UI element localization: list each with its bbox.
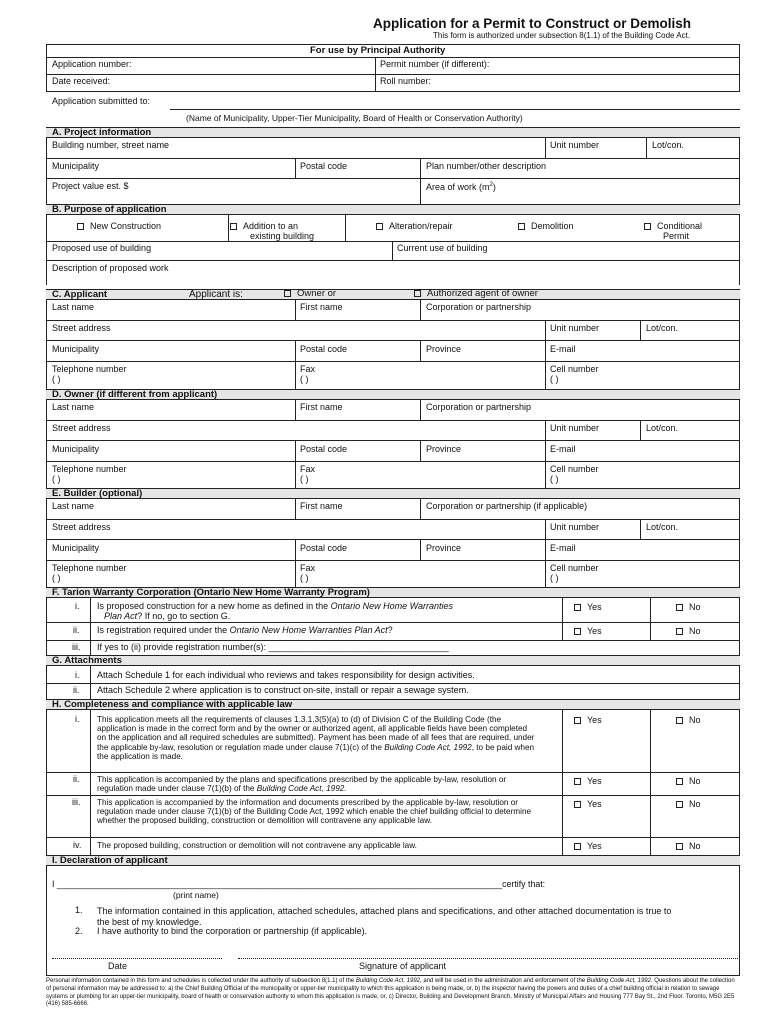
- g-i-marker: i.: [75, 670, 80, 680]
- owner-unit[interactable]: Unit number: [550, 423, 600, 433]
- h-iii-text: This application is accompanied by the information and documents prescribed by the applicable by-law, resolution or regulation made under clause 7(1)(b) of the Building Code Act, 1992 which enable the chief building official to determine whether the proposed building, construction or demolition will contravene any applicable law.: [97, 798, 532, 826]
- checkbox-icon: [574, 717, 581, 724]
- h-i-yes[interactable]: Yes: [574, 716, 602, 726]
- g-ii-marker: ii.: [73, 685, 80, 695]
- g-ii-text: Attach Schedule 2 where application is to construct on-site, install or repair a sewage system.: [97, 685, 469, 695]
- addition-option[interactable]: Addition to an: [230, 222, 298, 232]
- applicant-fax-paren: ( ): [300, 374, 309, 384]
- owner-first-name[interactable]: First name: [300, 402, 343, 412]
- checkbox-icon: [376, 223, 383, 230]
- demolition-option[interactable]: Demolition: [518, 222, 574, 232]
- authority-heading: For use by Principal Authority: [310, 45, 446, 56]
- f-ii-question: Is registration required under the Ontario New Home Warranties Plan Act?: [97, 625, 393, 635]
- builder-last-name[interactable]: Last name: [52, 501, 95, 511]
- h-ii-text: This application is accompanied by the plans and specifications prescribed by the applicable by-law, resolution or regulation made under clause 7(1)(b) of the Building Code Act, 1992.: [97, 775, 507, 794]
- section-b-header: B. Purpose of application: [46, 204, 740, 215]
- h-iv-no[interactable]: No: [676, 842, 701, 852]
- section-i-header: I. Declaration of applicant: [46, 855, 740, 866]
- application-number-field[interactable]: Application number:: [52, 59, 132, 69]
- section-e-header: E. Builder (optional): [46, 488, 740, 499]
- owner-cell[interactable]: Cell number: [550, 464, 599, 474]
- h-iii-no[interactable]: No: [676, 800, 701, 810]
- checkbox-icon: [676, 801, 683, 808]
- submitted-to-input[interactable]: [170, 109, 740, 110]
- checkbox-icon: [230, 223, 237, 230]
- applicant-cell-paren: ( ): [550, 374, 559, 384]
- builder-municipality[interactable]: Municipality: [52, 543, 100, 553]
- checkbox-icon: [676, 717, 683, 724]
- municipality-field[interactable]: Municipality: [52, 161, 100, 171]
- f-i-question: Is proposed construction for a new home as defined in the Ontario New Home Warranties: [97, 601, 454, 611]
- applicant-first-name[interactable]: First name: [300, 302, 343, 312]
- unit-number-field[interactable]: Unit number: [550, 140, 600, 150]
- submitted-to-label: Application submitted to:: [52, 96, 151, 106]
- applicant-telephone-paren: ( ): [52, 374, 61, 384]
- owner-cell-paren: ( ): [550, 474, 559, 484]
- applicant-cell[interactable]: Cell number: [550, 364, 599, 374]
- checkbox-icon: [77, 223, 84, 230]
- proposed-use-field[interactable]: Proposed use of building: [52, 243, 152, 253]
- checkbox-icon: [574, 843, 581, 850]
- f-i-yes[interactable]: Yes: [574, 603, 602, 613]
- privacy-notice: Personal information contained in this form and schedules is collected under the authority of subsection 8(1.1) of the Building Code Act, 1992, and will be used in the administration and enforcement of the Building Code Act, 1992. Questions about the collection of personal information may be addressed to: a) the Chief Building Official of the municipality or upper-tier municipality to which this application is being made, or, b) the inspector having the powers and duties of a chief building official in relation to sewage systems or plumbing for an upper-tier municipality, board of health or conservation authority to whom this application is made, or, c) Director, Building and Development Branch, Ministry of Municipal Affairs and Housing 777 Bay St., 2nd Floor. Toronto, M5G 2E5 (416) 585-6666.: [46, 978, 735, 1008]
- builder-telephone[interactable]: Telephone number: [52, 563, 127, 573]
- applicant-fax[interactable]: Fax: [300, 364, 316, 374]
- checkbox-icon: [676, 778, 683, 785]
- builder-unit[interactable]: Unit number: [550, 522, 600, 532]
- section-a-header: A. Project information: [46, 127, 740, 138]
- h-i-marker: i.: [75, 714, 80, 724]
- checkbox-icon: [676, 628, 683, 635]
- owner-lot[interactable]: Lot/con.: [646, 423, 679, 433]
- date-line[interactable]: [52, 958, 222, 959]
- owner-fax-paren: ( ): [300, 474, 309, 484]
- h-ii-marker: ii.: [73, 774, 80, 784]
- plan-number-field[interactable]: Plan number/other description: [426, 161, 547, 171]
- applicant-postal[interactable]: Postal code: [300, 344, 348, 354]
- h-i-text: This application meets all the requirements of clauses 1.3.1.3(5)(a) to (d) of Division C of the Building Code (the application is made in the correct form and by the owner or authorized agent, all applicable fields have been completed on the application and all required schedules are submitted). Payment has been made of all fees that are required, under the applicable by-law, resolution or regulation made under clause 7(1)(c) of the Building Code Act, 1992, to be paid when the application is made.: [97, 715, 535, 761]
- roll-number-field[interactable]: Roll number:: [380, 76, 432, 86]
- page-title: Application for a Permit to Construct or Demolish: [373, 16, 692, 31]
- applicant-province[interactable]: Province: [426, 344, 462, 354]
- checkbox-icon: [414, 290, 421, 297]
- builder-cell-paren: ( ): [550, 573, 559, 583]
- checkbox-icon: [676, 843, 683, 850]
- alteration-option[interactable]: Alteration/repair: [376, 222, 453, 232]
- applicant-corporation[interactable]: Corporation or partnership: [426, 302, 532, 312]
- f-i-question-line2: Plan Act? If no, go to section G.: [104, 611, 231, 621]
- applicant-street[interactable]: Street address: [52, 323, 111, 333]
- builder-fax-paren: ( ): [300, 573, 309, 583]
- f-iii-marker: iii.: [72, 642, 81, 652]
- area-of-work-field[interactable]: Area of work $(m^2)$: [426, 182, 496, 192]
- builder-fax[interactable]: Fax: [300, 563, 316, 573]
- h-iii-marker: iii.: [72, 797, 81, 807]
- section-g-header: G. Attachments: [46, 655, 740, 666]
- current-use-field[interactable]: Current use of building: [397, 243, 488, 253]
- f-i-marker: i.: [75, 601, 80, 611]
- postal-code-field[interactable]: Postal code: [300, 161, 348, 171]
- building-street-field[interactable]: Building number, street name: [52, 140, 170, 150]
- addition-option-line2: existing building: [250, 231, 315, 241]
- builder-street[interactable]: Street address: [52, 522, 111, 532]
- owner-municipality[interactable]: Municipality: [52, 444, 100, 454]
- owner-province[interactable]: Province: [426, 444, 462, 454]
- applicant-municipality[interactable]: Municipality: [52, 344, 100, 354]
- conditional-permit-line2: Permit: [663, 231, 690, 241]
- owner-street[interactable]: Street address: [52, 423, 111, 433]
- checkbox-icon: [574, 778, 581, 785]
- owner-telephone[interactable]: Telephone number: [52, 464, 127, 474]
- checkbox-icon: [574, 628, 581, 635]
- builder-first-name[interactable]: First name: [300, 501, 343, 511]
- conditional-permit-option[interactable]: Conditional: [644, 222, 702, 232]
- h-iv-yes[interactable]: Yes: [574, 842, 602, 852]
- new-construction-option[interactable]: New Construction: [77, 222, 161, 232]
- f-ii-marker: ii.: [73, 625, 80, 635]
- h-iii-yes[interactable]: Yes: [574, 800, 602, 810]
- applicant-last-name[interactable]: Last name: [52, 302, 95, 312]
- h-i-no[interactable]: No: [676, 716, 701, 726]
- print-name-label: (print name): [173, 890, 219, 900]
- builder-postal[interactable]: Postal code: [300, 543, 348, 553]
- decl-2-text: I have authority to bind the corporation or partnership (if applicable).: [97, 926, 368, 936]
- h-iv-marker: iv.: [73, 840, 82, 850]
- applicant-is-label: Applicant is:: [189, 289, 243, 300]
- owner-telephone-paren: ( ): [52, 474, 61, 484]
- owner-postal[interactable]: Postal code: [300, 444, 348, 454]
- description-field[interactable]: Description of proposed work: [52, 263, 169, 273]
- builder-corporation[interactable]: Corporation or partnership (if applicable): [426, 501, 588, 511]
- permit-number-field[interactable]: Permit number (if different):: [380, 59, 490, 69]
- checkbox-icon: [574, 801, 581, 808]
- h-iv-text: The proposed building, construction or demolition will not contravene any applicable law.: [97, 841, 417, 850]
- signature-line[interactable]: [238, 958, 738, 959]
- owner-last-name[interactable]: Last name: [52, 402, 95, 412]
- owner-corporation[interactable]: Corporation or partnership: [426, 402, 532, 412]
- section-d-header: D. Owner (if different from applicant): [46, 389, 740, 400]
- owner-email[interactable]: E-mail: [550, 444, 576, 454]
- section-h-header: H. Completeness and compliance with applicable law: [46, 699, 740, 710]
- section-f-header: F. Tarion Warranty Corporation (Ontario New Home Warranty Program): [46, 587, 740, 598]
- project-value-field[interactable]: Project value est. $: [52, 181, 129, 191]
- decl-1-text: The information contained in this application, attached schedules, attached plans and specifications, and other attached documentation is true to the best of my knowledge.: [97, 906, 672, 927]
- h-ii-no[interactable]: No: [676, 777, 701, 787]
- checkbox-icon: [518, 223, 525, 230]
- applicant-telephone[interactable]: Telephone number: [52, 364, 127, 374]
- submitted-to-hint: (Name of Municipality, Upper-Tier Municipality, Board of Health or Conservation Authority): [186, 113, 523, 123]
- decl-2-marker: 2.: [75, 926, 83, 936]
- f-ii-no[interactable]: No: [676, 627, 701, 637]
- builder-cell[interactable]: Cell number: [550, 563, 599, 573]
- print-name-field[interactable]: I ___________________________________________________________________________________________certify that:: [52, 879, 546, 889]
- page-subtitle: This form is authorized under subsection 8(1.1) of the Building Code Act.: [433, 31, 691, 40]
- builder-province[interactable]: Province: [426, 543, 462, 553]
- h-ii-yes[interactable]: Yes: [574, 777, 602, 787]
- date-received-field[interactable]: Date received:: [52, 76, 111, 86]
- checkbox-icon: [676, 604, 683, 611]
- g-i-text: Attach Schedule 1 for each individual who reviews and takes responsibility for design activities.: [97, 670, 475, 680]
- checkbox-icon: [574, 604, 581, 611]
- owner-option[interactable]: Owner or: [284, 289, 336, 299]
- registration-number-field[interactable]: If yes to (ii) provide registration number(s): ____________________________________: [97, 642, 449, 652]
- decl-1-marker: 1.: [75, 905, 83, 915]
- checkbox-icon: [284, 290, 291, 297]
- builder-telephone-paren: ( ): [52, 573, 61, 583]
- f-ii-yes[interactable]: Yes: [574, 627, 602, 637]
- checkbox-icon: [644, 223, 651, 230]
- builder-email[interactable]: E-mail: [550, 543, 576, 553]
- applicant-lot[interactable]: Lot/con.: [646, 323, 679, 333]
- lot-con-field[interactable]: Lot/con.: [652, 140, 685, 150]
- f-i-no[interactable]: No: [676, 603, 701, 613]
- agent-option[interactable]: Authorized agent of owner: [414, 289, 538, 299]
- builder-lot[interactable]: Lot/con.: [646, 522, 679, 532]
- section-c-header: C. Applicant: [46, 289, 740, 300]
- applicant-unit[interactable]: Unit number: [550, 323, 600, 333]
- signature-label: Signature of applicant: [359, 961, 447, 971]
- date-label: Date: [108, 961, 128, 971]
- applicant-email[interactable]: E-mail: [550, 344, 576, 354]
- owner-fax[interactable]: Fax: [300, 464, 316, 474]
